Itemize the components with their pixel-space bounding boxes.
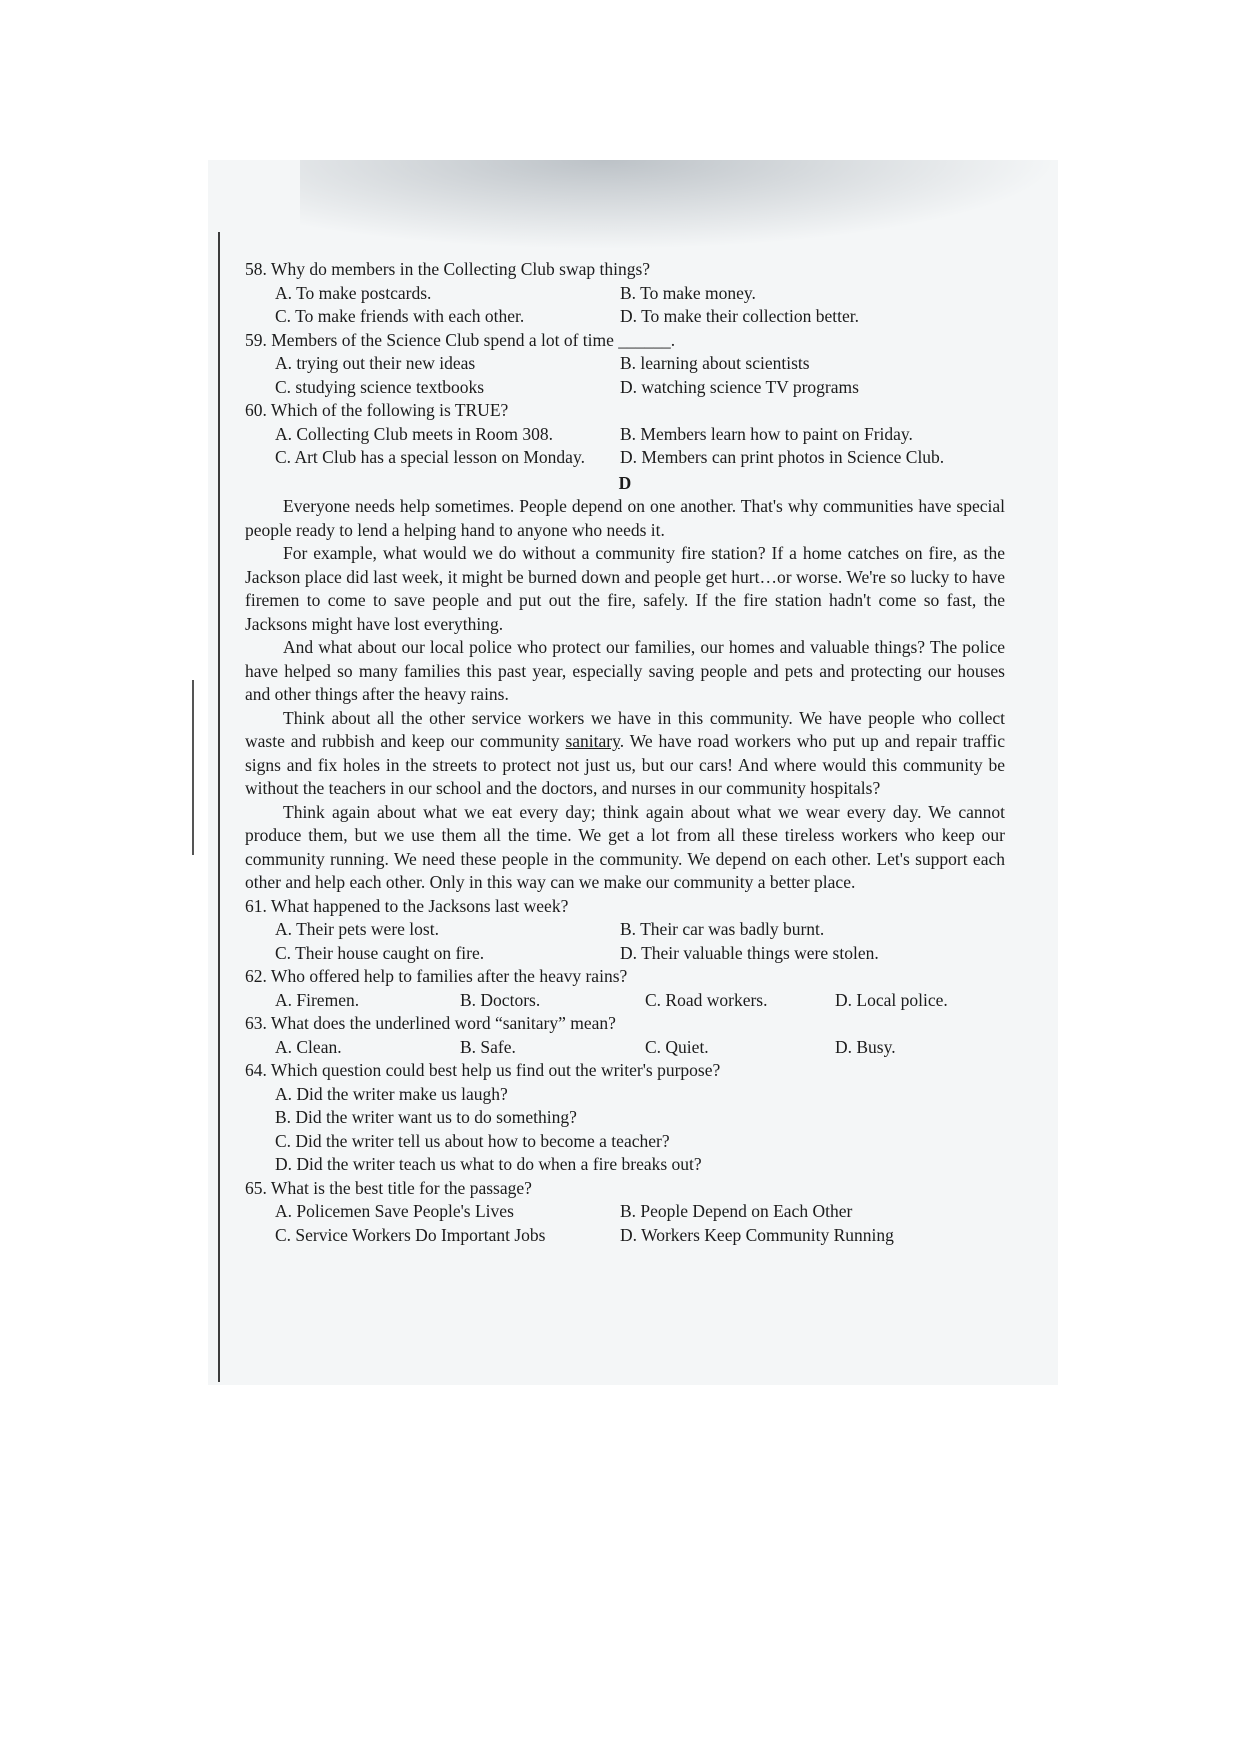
option: B. learning about scientists [620,353,810,373]
option: C. Road workers. [645,989,768,1010]
option: C. Quiet. [645,1036,709,1057]
option: B. To make money. [620,282,756,303]
exam-content [245,258,1005,1247]
option: C. To make friends with each other. [275,306,525,326]
option: A. Clean. [275,1036,342,1057]
question-63-options [245,1036,1005,1060]
section-label: D [618,472,632,493]
question-65-options [245,1200,1005,1247]
option: C. Art Club has a special lesson on Monday. [275,447,585,467]
option: B. Did the writer want us to do something? [275,1107,577,1127]
option: D. To make their collection better. [620,306,860,326]
question-62-options [245,989,1005,1013]
question-62: 62. Who offered help to families after the heavy rains? [245,966,628,986]
passage-paragraph-5: Think again about what we eat every day; think again about what we wear every day. We cannot produce them, but we use them all the time. We get a lot from all these tireless workers who keep our community running. We need these people in the community. We depend on each other. Let's support each other and help each other. Only in this way can we make our community a better place. [245,801,1005,892]
question-60: 60. Which of the following is TRUE? [245,400,509,420]
margin-line [218,232,220,1382]
option: B. Doctors. [460,989,541,1010]
option: C. Service Workers Do Important Jobs [275,1224,546,1245]
option: A. trying out their new ideas [275,353,476,373]
question-60-options [245,423,1005,470]
question-63: 63. What does the underlined word “sanitary” mean? [245,1013,616,1033]
option: C. studying science textbooks [275,376,485,397]
paragraph-text: Think about all the other service workers we have in this community. We have people who collect waste and rubbish and keep our community [245,707,1005,751]
option: B. People Depend on Each Other [620,1201,853,1221]
option: D. Local police. [835,989,948,1010]
option: D. Workers Keep Community Running [620,1224,894,1245]
option: D. Members can print photos in Science Club. [620,447,945,467]
photo-shadow [300,160,1060,250]
option: A. Policemen Save People's Lives [275,1201,514,1221]
option: A. To make postcards. [275,282,432,303]
option: C. Their house caught on fire. [275,942,485,963]
option: D. Did the writer teach us what to do when a fire breaks out? [275,1154,702,1174]
option: A. Firemen. [275,989,360,1010]
paragraph-text: . We have road workers who put up and repair traffic signs and fix holes in the streets to protect not just us, but our cars! And where would this community be without the teachers in our school and the doctors, and nurses in our community hospitals? [245,731,1005,798]
passage-paragraph-3: And what about our local police who protect our families, our homes and valuable things? The police have helped so many families this past year, especially saving people and pets and protecting our houses and other things after the heavy rains. [245,637,1005,704]
underlined-word: sanitary [565,731,620,751]
option: A. Their pets were lost. [275,919,439,939]
option: B. Their car was badly burnt. [620,919,825,939]
question-59-options [245,352,1005,399]
option: C. Did the writer tell us about how to become a teacher? [275,1130,670,1151]
passage-paragraph-1: Everyone needs help sometimes. People depend on one another. That's why communities have special people ready to lend a helping hand to anyone who needs it. [245,496,1005,540]
question-65: 65. What is the best title for the passage? [245,1177,532,1198]
option: B. Members learn how to paint on Friday. [620,423,913,444]
question-58-options [245,282,1005,329]
option: D. Their valuable things were stolen. [620,942,879,963]
option: A. Did the writer make us laugh? [275,1083,508,1104]
question-61-options [245,918,1005,965]
option: B. Safe. [460,1036,516,1057]
question-64: 64. Which question could best help us find out the writer's purpose? [245,1060,721,1080]
passage-paragraph-2: For example, what would we do without a community fire station? If a home catches on fire, as the Jackson place did last week, it might be burned down and people get hurt…or worse. We're so lucky to have firemen to come to save people and put out the fire, safely. If the fire station hadn't come so fast, the Jacksons might have lost everything. [245,543,1005,634]
passage-paragraph-4 [245,707,1005,801]
option: D. watching science TV programs [620,376,859,397]
question-59: 59. Members of the Science Club spend a lot of time ______. [245,329,676,350]
question-64-options [245,1083,1005,1177]
option: D. Busy. [835,1036,896,1057]
option: A. Collecting Club meets in Room 308. [275,423,554,444]
binding-mark [192,680,194,855]
question-61: 61. What happened to the Jacksons last week? [245,895,569,916]
question-58: 58. Why do members in the Collecting Club swap things? [245,259,651,279]
